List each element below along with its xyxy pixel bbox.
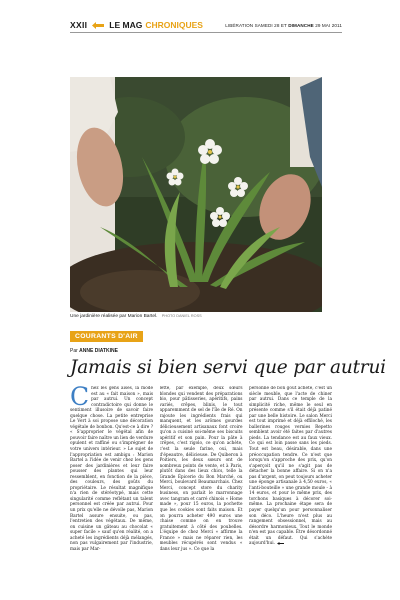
- column-text: lette, par exemple, deux sœurs blondes qui vendent des préparations bio, pour pâtisseries, apéritifs, pains variés, crêpes, blinis, le tout apparemment de sel de l'île de Ré. On rajoute les ingrédients frais qui manquent, et les arômes gourdes délicieusement artisanaux font croire qu'on a cuisiné soi-même ses biscuits apéritif et son pain. Pour la pâte à crêpes, c'est rigolo, ce qu'on achète, c'est la seule farine, oui, mais d'épeautre, délicieuse. De Quiberon à Poitiers, les deux sœurs ont de nombreux points de vente, et à Paris, plutôt dans des lieux chics, telle la Grande Épicerie du Bon Marché, ou Merci, boulevard Beaumarchais. Chez Merci, concept store du charity business, on parlait le marronnage avec tangram et carré chinois « Home made », pour 15 euros, la pochette que les cookies sont faits maison. Et on pourra acheter 490 euros une chaise comme on en trouve gratuitement à côté des poubelles. L'équipe de chez Merci « affirme la France » mais ne réparer rien, les meubles récupérés sont vendus « dans leur jus ». Ce que la: [159, 386, 243, 552]
- article-body: [70, 386, 332, 591]
- issue-date: [225, 23, 342, 28]
- section-name: LE MAG: [109, 20, 143, 30]
- byline-prefix: Par: [70, 348, 78, 354]
- article-title: Jamais si bien servi que par autrui: [70, 357, 386, 378]
- photo-caption: [70, 314, 322, 319]
- caption-text: Une jardinière réalisée par Marion Bartel.: [70, 314, 158, 319]
- arrow-icon: [92, 22, 104, 29]
- column-text: hez les gens aisés, la mode est au « fait maison », mais par autrui. Un concept contradictoire qui donne le sentiment illusoire de savoir faire quelque chose. La petite entreprise Le Vert à soi propose une décoration végétale de bonbon. Qu'est-ce à dire ? « S'approprier le végétal afin de pouvoir faire naître un lien de verdure opulent et raffiné ou s'imprégner de votre univers intérieur. » Le sujet de l'appropriation est ambigu : Marion Bartel a l'idée de venir chez les gens poser des jardinières et leur faire pousser des plantes qui leur ressemblent, en fonction de la pièce, des couleurs, des goûts du propriétaire. Le résultat magnifique n'a rien de stéréotypé, mais cette singularité comme reflétant un talent personnel est créée par autrui. Pour un prix qu'elle ne dévoile pas, Marion Bartel assure ensuite, ou pas, l'entretien des végétaux. De même, on cuisine un gâteau au chocolat « super facile » sauf qu'en réalité, on a acheté les ingrédients déjà mélangés, non pas vulgairement par l'industrie, mais par Mar-: [70, 386, 153, 552]
- end-mark-icon: [277, 542, 284, 545]
- date-day: DIMANCHE: [288, 22, 314, 28]
- column-1: [70, 386, 153, 591]
- column-tag: COURANTS D'AIR: [70, 331, 143, 342]
- photo-credit: PHOTO DANIEL ROSS: [161, 314, 202, 318]
- byline: [70, 348, 118, 354]
- page-header: [70, 18, 342, 33]
- paper-name: LIBÉRATION: [225, 22, 254, 28]
- article-photo: [70, 77, 322, 312]
- date-part: SAMEDI 28 ET: [254, 22, 287, 28]
- page-number: XXII: [70, 20, 88, 30]
- date-part: 29 MAI 2011: [315, 22, 342, 28]
- column-2: [160, 386, 243, 591]
- column-text: personne de bon goût achète, c'est un siècle meuble, que l'acte de chiner par autrui. Dans ce temple de la simplicité riche, même le seul en présente comme s'il était déjà patiné par une belle histoire. Le salon Merci est tout imprimé et déjà effiloché, les ballerines rouges vernies Repetto semblent avoir été faites par d'autres pieds. La tendance est au faux vieux. Ce qui est loin passe sans les pieds. Tout est beau, désirable, dans une préoccupation tendre. Ce n'est que lorsqu'on s'approche des prix, qu'on s'aperçoit qu'il ne s'agit pas de détacher la bonne affaire. Si on n'a pas d'argent, on peut toujours acheter une éponge artisanale à 4,50 euros, « l'anti-bouteille » une grande moule - à 14 euros, et pour le même prix, des torchons basiques à décorer soi-même. La prochaine étape sera de payer quelqu'un pour personnaliser son déco. L'heure n'est plus au rangement obsessionnel, mais au désordre harmonieux. Tout le monde n'en est pas capable. Être désordonné était un défaut. Qui s'achète aujourd'hui.: [249, 386, 332, 547]
- rubrique-name: CHRONIQUES: [145, 20, 203, 30]
- column-3: [249, 386, 332, 591]
- drop-cap: C: [70, 386, 90, 411]
- author-name: ANNE DIATKINE: [79, 348, 118, 354]
